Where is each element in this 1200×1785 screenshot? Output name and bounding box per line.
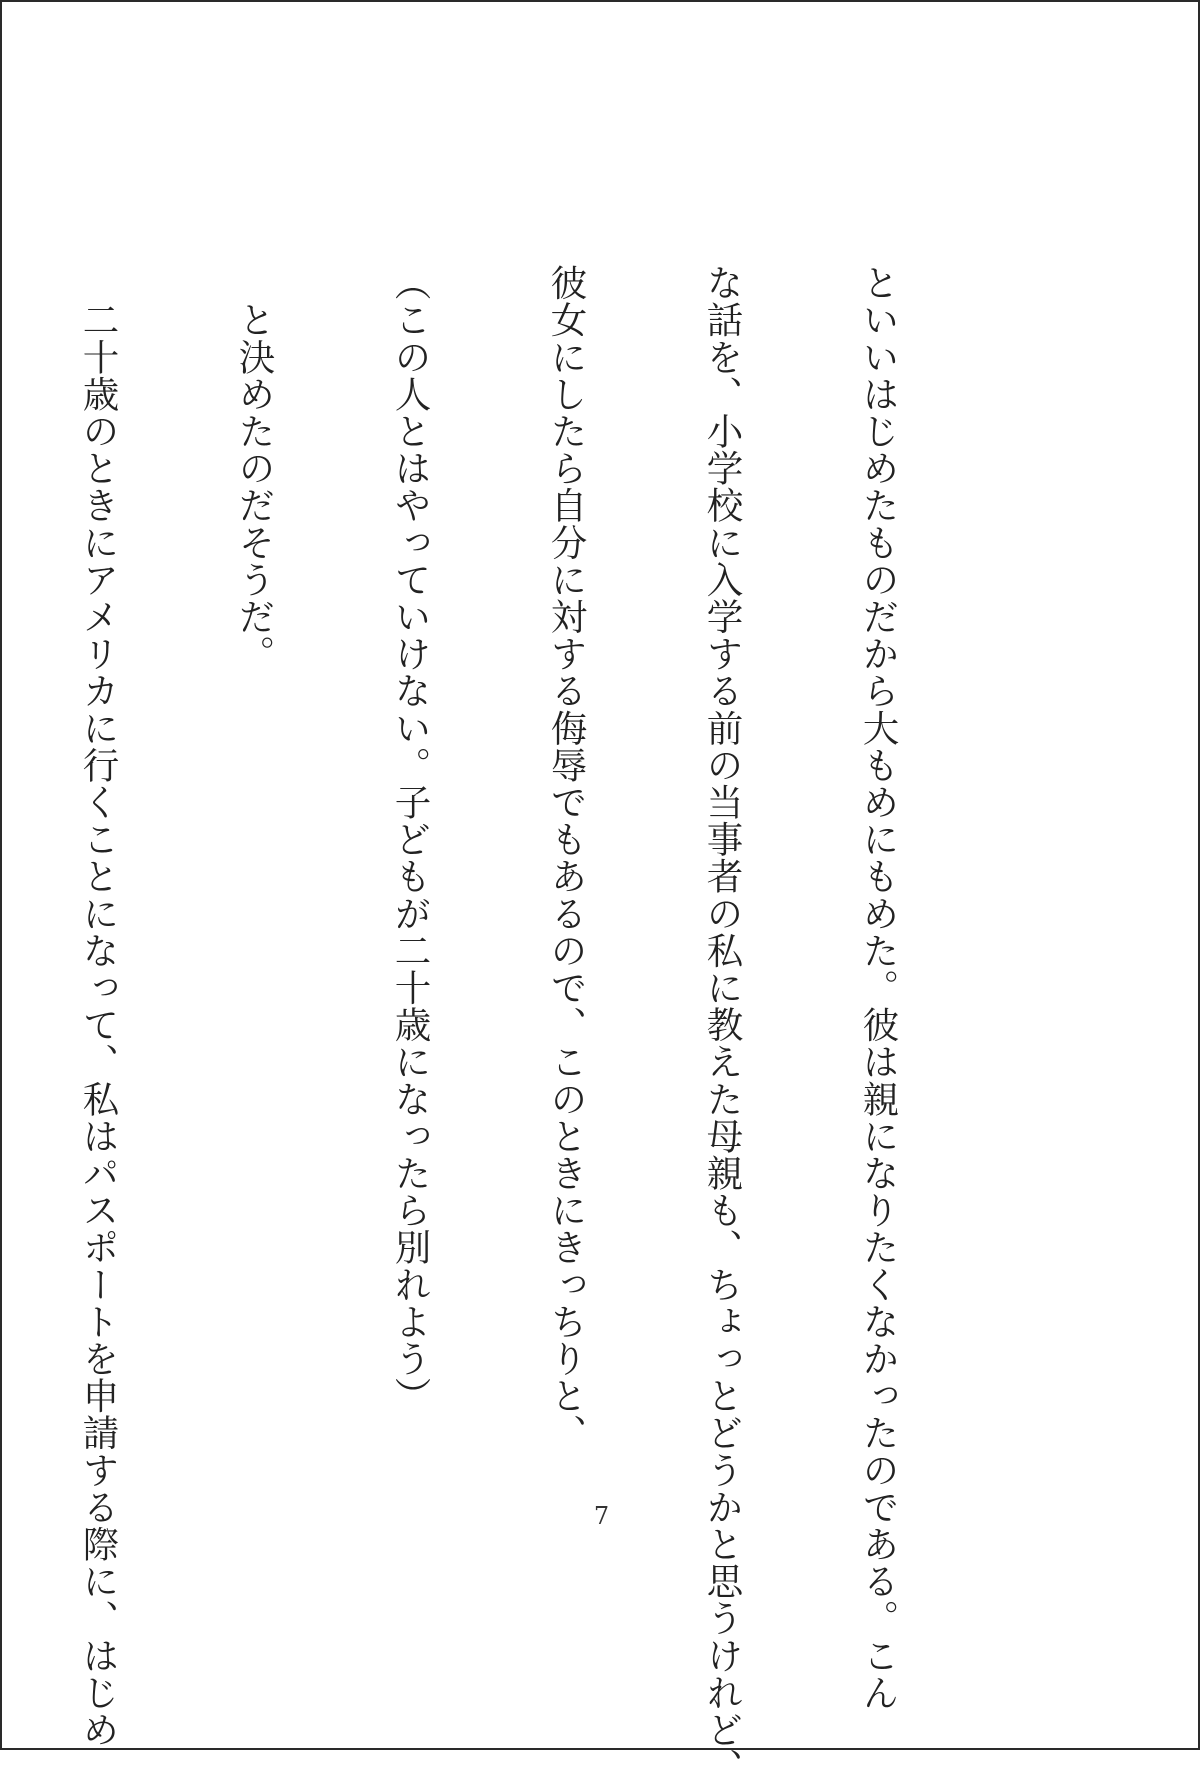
page-number: 7 (593, 1502, 611, 1530)
text-line: な話を、小学校に入学する前の当事者の私に教えた母親も、ちょっとどうかと思うけれど、 (701, 264, 744, 1785)
text-line: （この人とはやっていけない。子どもが二十歳になったら別れよう） (389, 264, 432, 1415)
text-line: 二十歳のときにアメリカに行くことになって、私はパスポートを申請する際に、はじめ (77, 264, 120, 1748)
text-line: と決めたのだそうだ。 (233, 264, 276, 673)
text-line: といいはじめたものだから大もめにもめた。彼は親になりたくなかったのである。こん (857, 264, 900, 1711)
text-line: 彼女にしたら自分に対する侮辱でもあるので、このときにきっちりと、 (545, 264, 588, 1452)
vertical-text-block (0, 264, 1008, 1785)
